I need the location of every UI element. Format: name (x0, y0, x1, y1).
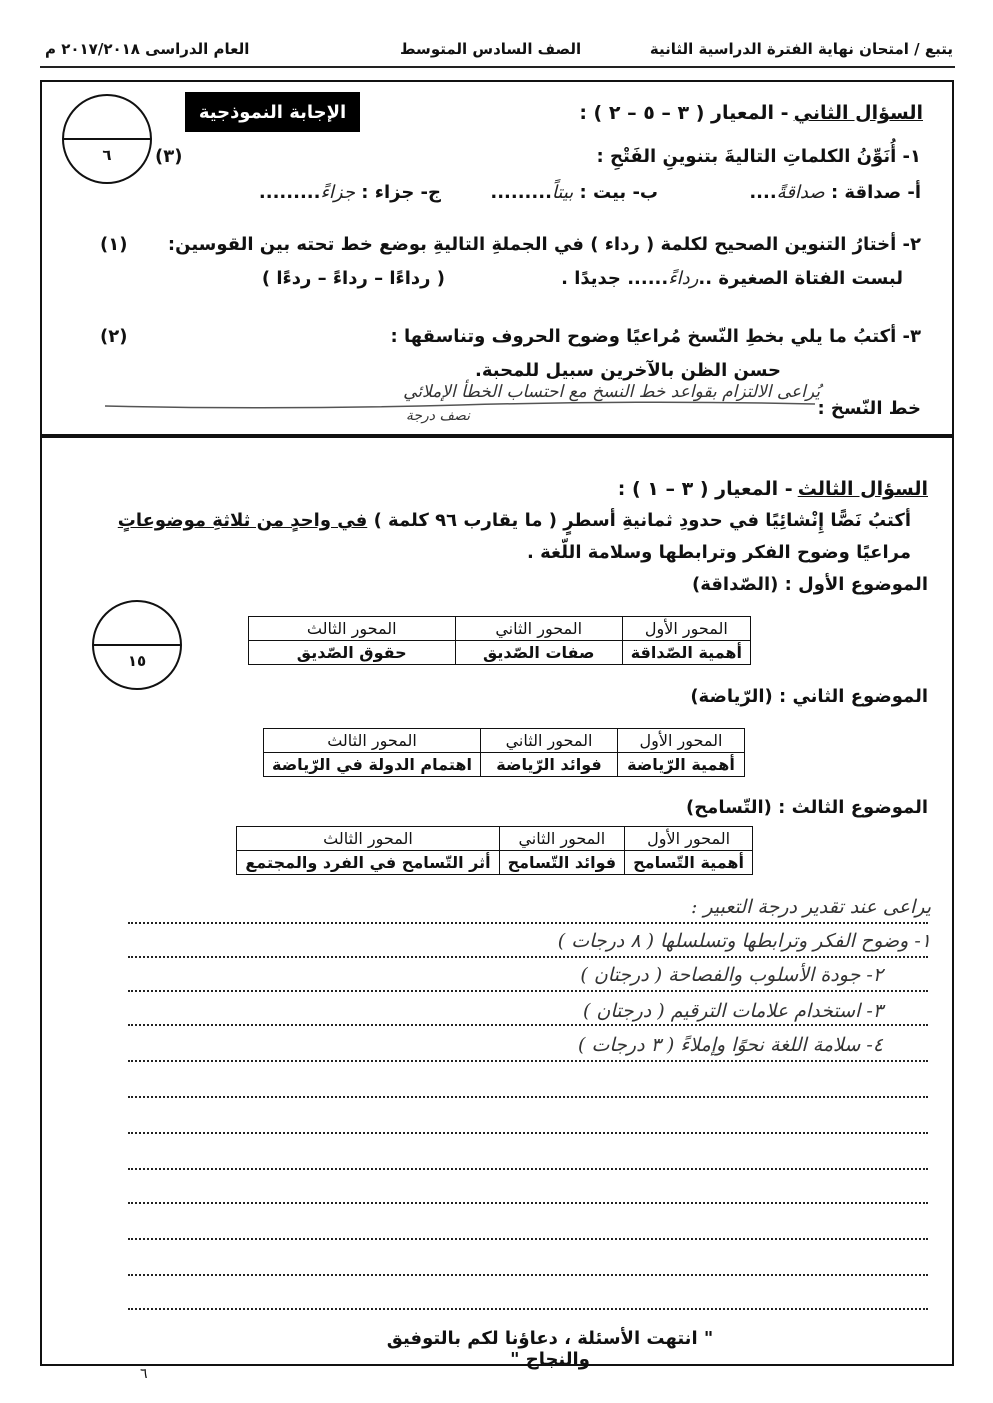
grading-note: ٢- جودة الأسلوب والفصاحة ( درجتان ) (580, 964, 883, 986)
writing-line (128, 920, 928, 924)
q2-item2-marks: (١) (100, 234, 128, 255)
model-answer-label: الإجابة النموذجية (185, 92, 360, 132)
q2-item3-marks: (٢) (100, 326, 128, 347)
topic1-header-1: المحور الأول (622, 617, 750, 641)
q2-item3-text: ٣- أكتبُ ما يلي بخطِ النّسخ مُراعيًا وضوح الحروف وتناسقها : (390, 326, 921, 347)
grading-note: ٤- سلامة اللغة نحوًا وإملاءً ( ٣ درجات ) (578, 1034, 883, 1056)
topic2-header-3: المحور الثالث (264, 729, 481, 753)
q3-instruction-line2: مراعيًا وضوح الفكر وترابطها وسلامة اللّغة . (527, 542, 911, 563)
q2-item1-c: ج- جزاء : جزاءً......... (258, 182, 441, 203)
topic3-header-1: المحور الأول (625, 827, 753, 851)
topic3-header-3: المحور الثالث (237, 827, 499, 851)
a-answer: صداقةً (776, 182, 825, 203)
closing-message: " انتهت الأسئلة ، دعاؤنا لكم بالتوفيق والنجاح " (386, 1328, 714, 1370)
q2-heading (483, 102, 923, 124)
q3-heading (528, 478, 928, 500)
q2-item1-marks: (٣) (155, 146, 183, 167)
topic3-value-2: فوائد التّسامح (499, 851, 625, 875)
a-label: أ- صداقة : (830, 182, 921, 203)
writing-line (128, 1272, 928, 1276)
writing-line (128, 1236, 928, 1240)
c-label: ج- جزاء : (361, 182, 441, 203)
q2-item1-b: ب- بيت : بيتاً......... (490, 182, 658, 203)
topic1-table (248, 616, 751, 665)
exam-title: يتبع / امتحان نهاية الفترة الدراسية الثانية (649, 40, 953, 58)
topic2-value-3: اهتمام الدولة في الرّياضة (264, 753, 481, 777)
b-answer: بيتاً (551, 182, 574, 203)
topic3-value-3: أثر التّسامح في الفرد والمجتمع (237, 851, 499, 875)
writing-line (128, 1200, 928, 1204)
sentence-end: جديدًا . (561, 268, 621, 289)
topic3-label: الموضوع الثالث : (التّسامح) (685, 797, 928, 818)
naskh-answer-note2: نصف درجة (405, 408, 470, 424)
topic1-header-2: المحور الثاني (455, 617, 622, 641)
topic3-header-2: المحور الثاني (499, 827, 625, 851)
grading-note: ١- وضوح الفكر وترابطها وتسلسلها ( ٨ درجات ) (557, 930, 931, 952)
grade-label: الصف السادس المتوسط (400, 40, 582, 58)
q3-criterion: - المعيار ( ٣ – ١ ) : (617, 478, 793, 500)
topic2-header-1: المحور الأول (618, 729, 745, 753)
grading-note: يراعى عند تقدير درجة التعبير : (691, 896, 931, 918)
q2-item2-choices: ( رداءًا – رداءً – ردءًا ) (261, 268, 445, 289)
item2-answer: رداءً (668, 268, 699, 289)
topic2-label: الموضوع الثاني : (الرّياضة) (690, 686, 928, 707)
q2-item1-a: أ- صداقة : صداقةً.... (749, 182, 921, 203)
topic2-header-2: المحور الثاني (481, 729, 618, 753)
q2-item2-text: ٢- أختارُ التنوين الصحيح لكلمة ( رداء ) في الجملةِ التاليةِ بوضع خط تحته بين القوسين: (167, 234, 921, 255)
topic1-value-1: أهمية الصّداقة (622, 641, 750, 665)
writing-line (128, 1166, 928, 1170)
writing-line (128, 1130, 928, 1134)
q3-title: السؤال الثالث (797, 478, 928, 500)
q2-item1-text: ١- أُنَوِّنُ الكلماتِ التاليةَ بتنوينِ الفَتْحِ : (596, 146, 921, 167)
naskh-label: خط النّسخ : (817, 398, 921, 419)
writing-line (128, 1022, 928, 1026)
topic1-header-3: المحور الثالث (248, 617, 455, 641)
topic3-value-1: أهمية التّسامح (625, 851, 753, 875)
q3-score-circle (92, 600, 182, 690)
sentence-start: لبست الفتاة الصغيرة (718, 268, 903, 289)
q3-score: ١٥ (127, 652, 147, 670)
grading-note: ٣- استخدام علامات الترقيم ( درجتان ) (582, 1000, 883, 1022)
q2-score: ٦ (102, 146, 112, 164)
year-label: العام الدراسى ٢٠١٧/٢٠١٨ م (45, 40, 250, 58)
topic2-value-2: فوائد الرّياضة (481, 753, 618, 777)
b-label: ب- بيت : (579, 182, 658, 203)
topic1-value-2: صفات الصّديق (455, 641, 622, 665)
topic2-value-1: أهمية الرّياضة (618, 753, 745, 777)
writing-line (128, 1094, 928, 1098)
writing-line (128, 1058, 928, 1062)
topic2-table (263, 728, 745, 777)
q2-score-circle (62, 94, 152, 184)
writing-line (128, 1306, 928, 1310)
q2-item3-sentence: حسن الظن بالآخرين سبيل للمحبة. (475, 360, 781, 381)
writing-line (128, 988, 928, 992)
topic1-label: الموضوع الأول : (الصّداقة) (691, 574, 928, 595)
topic1-value-3: حقوق الصّديق (248, 641, 455, 665)
q3-instruction-line1: أكتبُ نَصًّا إِنْشائِيًا في حدودِ ثمانيةِ أسطرٍ ( ما يقارب ٩٦ كلمة ) في واحدٍ من ثلاثةِ موضوعاتٍ (117, 510, 911, 531)
header-divider (40, 66, 955, 68)
page-number: ٦ (140, 1366, 148, 1382)
writing-line (128, 954, 928, 958)
q2-title: السؤال الثاني (793, 102, 923, 124)
naskh-answer-note: يُراعى الالتزام بقواعد خط النسخ مع احتساب الخطأ الإملائي (403, 382, 820, 402)
q2-criterion: - المعيار ( ٣ – ٥ – ٢ ) : (579, 102, 789, 124)
q2-item2-sentence: لبست الفتاة الصغيرة ..رداءً...... جديدًا . (561, 268, 903, 289)
c-answer: جزاءً (320, 182, 355, 203)
topic3-table (236, 826, 753, 875)
